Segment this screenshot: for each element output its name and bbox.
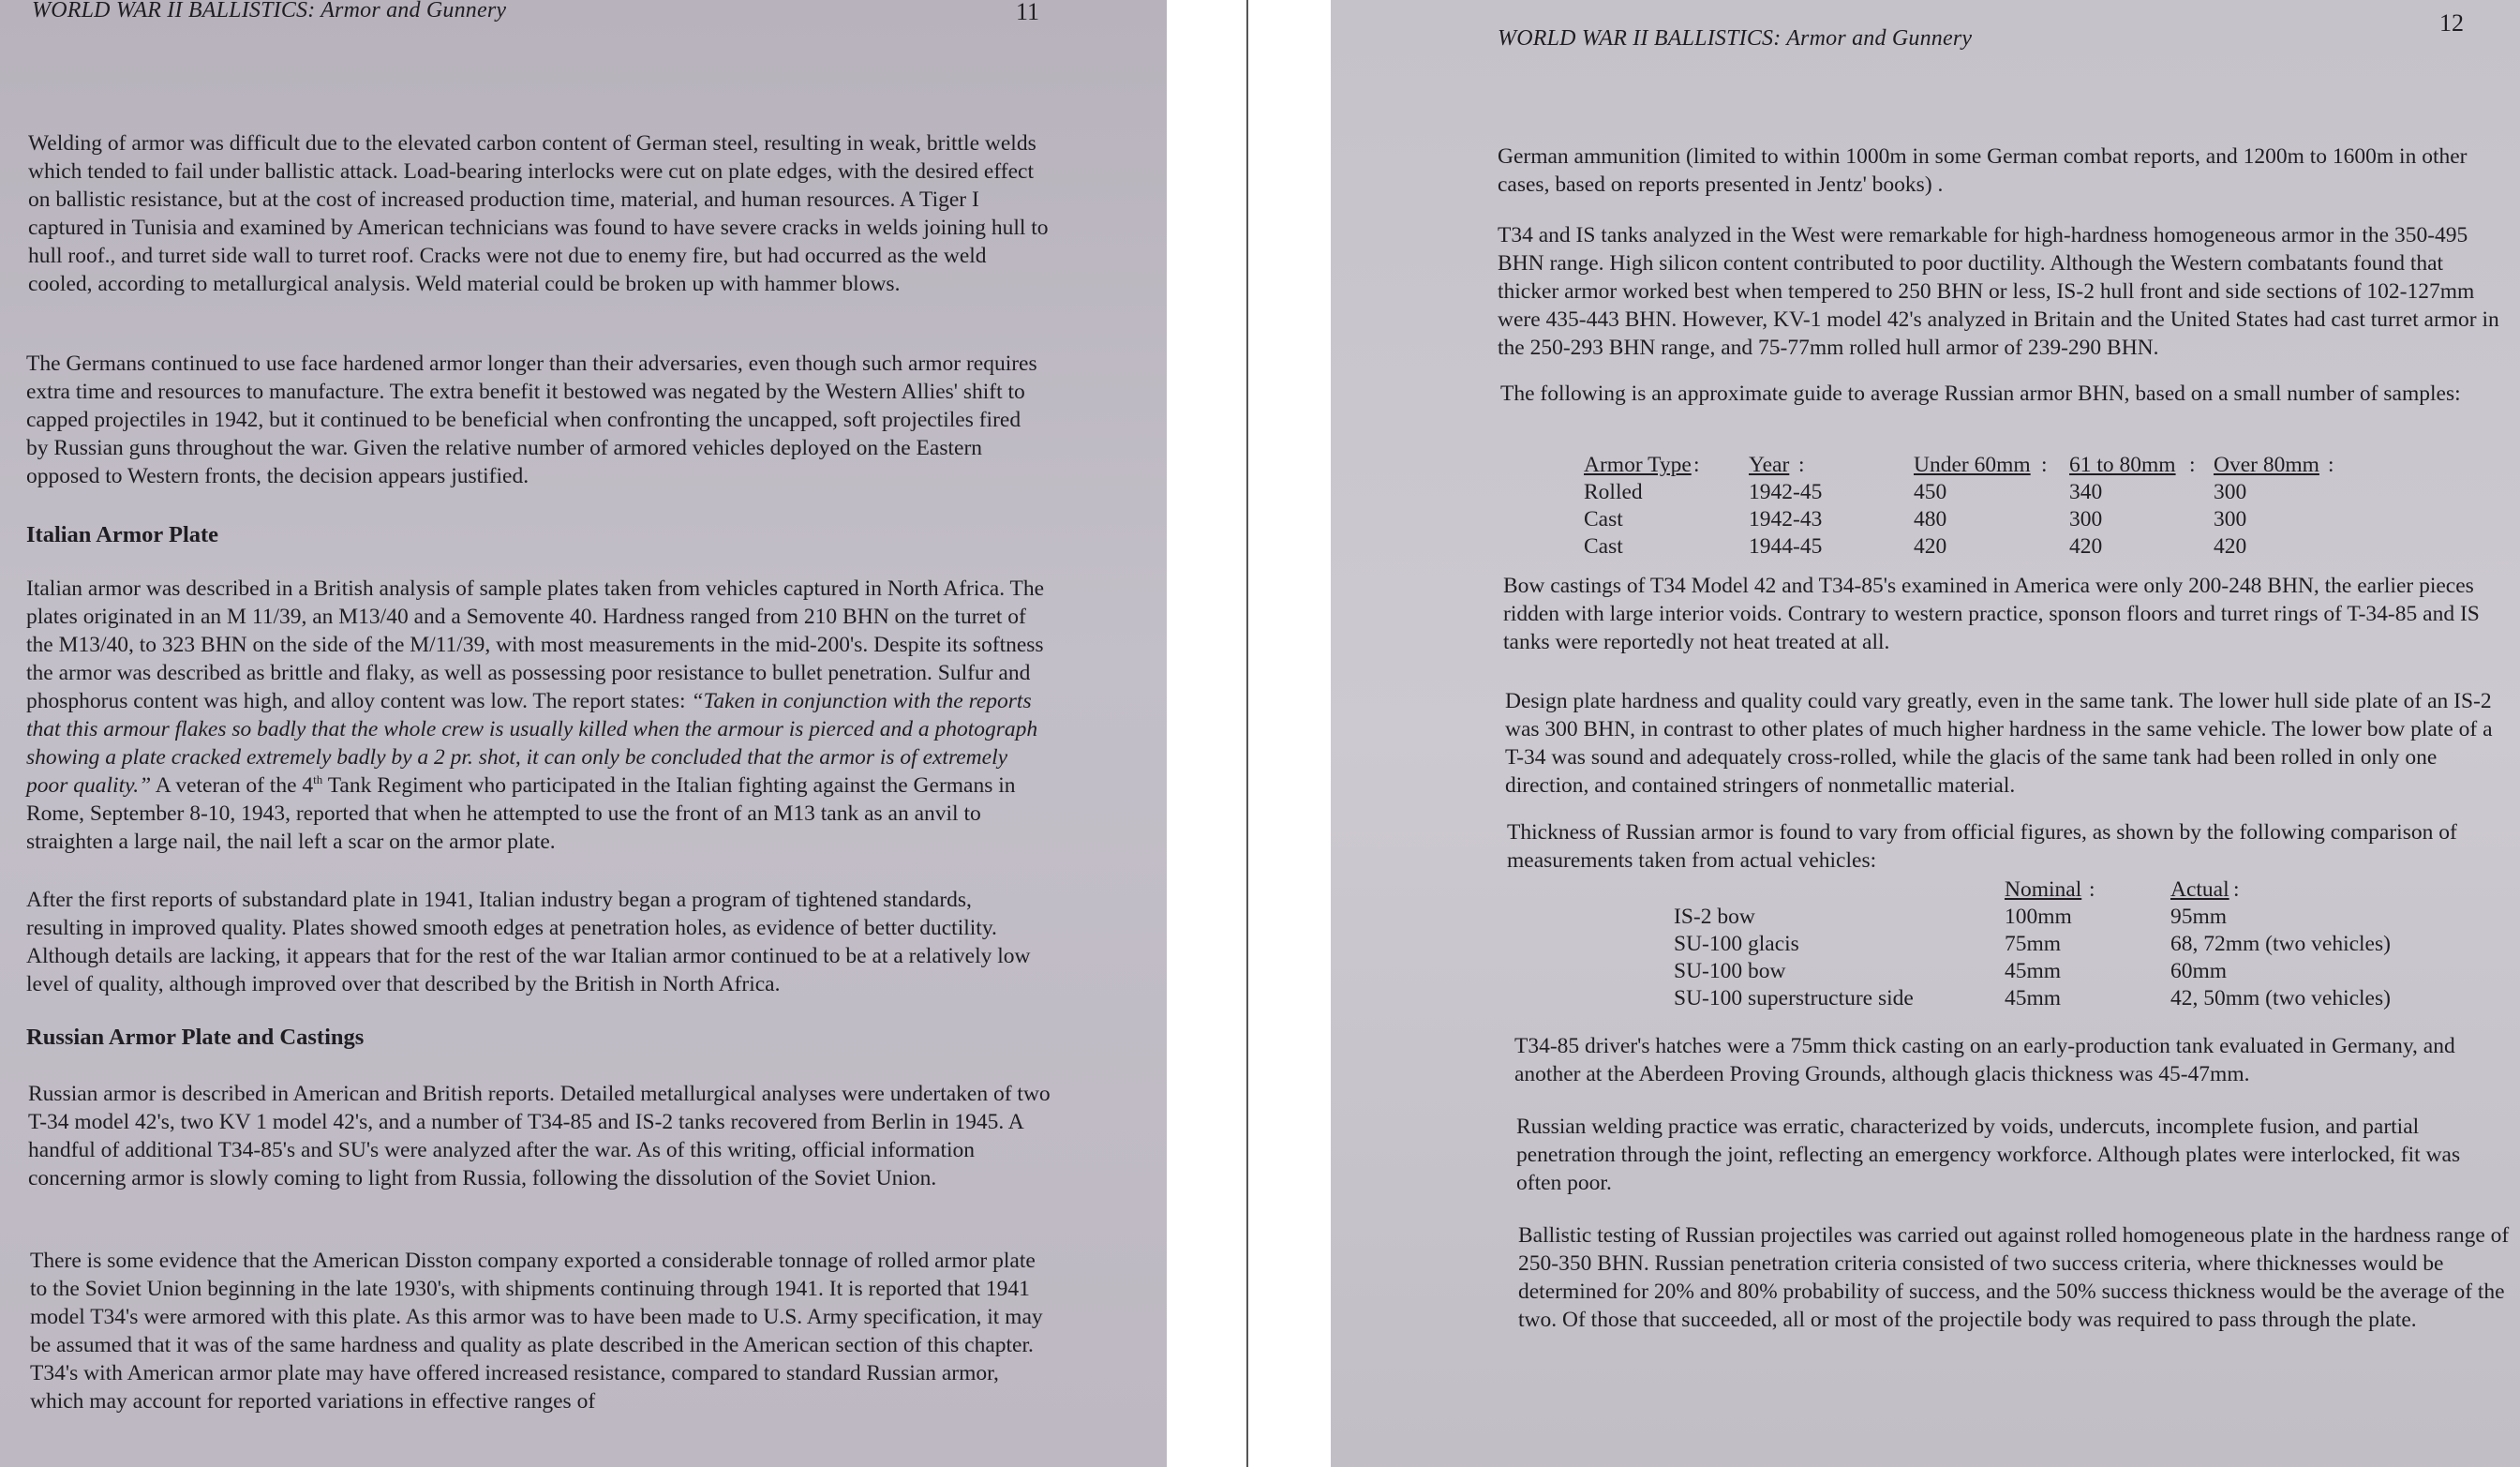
column-header: 61 to 80mm <box>2069 453 2176 477</box>
table-cell: Rolled <box>1584 480 1643 504</box>
running-head: WORLD WAR II BALLISTICS: Armor and Gunnery <box>1498 26 1973 51</box>
paragraph: Ballistic testing of Russian projectiles was carried out against rolled homogeneous plate in the hardness range of 250-350 BHN. Russian penetration criteria consisted of two success criteria, where thicknesses would be determined for 20% and 80% probability of success, and the 50% success thickness would be the average of the two. Of those that succeeded, all or most of the projectile body was required to pass through the plate. <box>1518 1223 2510 1332</box>
section-heading: Russian Armor Plate and Castings <box>26 1025 365 1050</box>
table-row <box>1674 931 2391 958</box>
table-row <box>1584 533 2334 561</box>
paragraph: German ammunition (limited to within 1000m in some German combat reports, and 1200m to 1600m in other cases, based on reports presented in Jentz' books) . <box>1498 144 2468 197</box>
paragraph: Thickness of Russian armor is found to vary from official figures, as shown by the following comparison of measurements taken from actual vehicles: <box>1507 820 2457 873</box>
table-row <box>1584 479 2334 506</box>
gutter-divider <box>1246 0 1248 1467</box>
table-cell: 1944-45 <box>1749 534 1823 559</box>
table-cell: 450 <box>1914 480 1947 504</box>
table-row <box>1674 985 2391 1012</box>
ordinal-suffix: th <box>313 772 323 787</box>
paragraph: Bow castings of T34 Model 42 and T34-85's examined in America were only 200-248 BHN, the earlier pieces ridden with large interior voids. Contrary to western practice, sponson floors and turret rings of T-34-85 and IS tanks were reportedly not heat treated at all. <box>1503 574 2480 654</box>
table-cell: 1942-43 <box>1749 507 1823 531</box>
bhn-table <box>1584 452 2334 561</box>
table-cell: 45mm <box>2005 959 2062 983</box>
table-cell: 300 <box>2214 507 2247 531</box>
column-header: Armor Type <box>1584 453 1692 477</box>
paragraph: The Germans continued to use face hardened armor longer than their adversaries, even though such armor requires extra time and resources to manufacture. The extra benefit it bestowed was negated by the Western Allies' shift to capped projectiles in 1942, but it continued to be beneficial when confronting the uncapped, soft projectiles fired by Russian guns throughout the war. Given the relative number of armored vehicles deployed on the Eastern opposed to Western fronts, the decision appears justified. <box>26 352 1037 488</box>
table-cell: 1942-45 <box>1749 480 1823 504</box>
column-header: Actual <box>2170 877 2229 902</box>
column-header: Under 60mm <box>1914 453 2031 477</box>
paragraph: Russian welding practice was erratic, characterized by voids, undercuts, incomplete fusion, and partial penetration through the joint, reflecting an emergency workforce. Although plates were interlocked, fit was often poor. <box>1516 1115 2461 1195</box>
table-row <box>1674 904 2349 931</box>
table-cell: SU-100 superstructure side <box>1674 986 1914 1010</box>
table-cell: 75mm <box>2005 932 2062 956</box>
paragraph: After the first reports of substandard plate in 1941, Italian industry began a program of tightened standards, resulting in improved quality. Plates showed smooth edges at penetration holes, as evidence of better ductility. Although details are lacking, it appears that for the rest of the war Italian armor continued to be at a relatively low level of quality, although improved over that described by the British in North Africa. <box>26 888 1031 996</box>
paragraph: Welding of armor was difficult due to the elevated carbon content of German steel, resulting in weak, brittle welds which tended to fail under ballistic attack. Load-bearing interlocks were cut on plate edges, with the desired effect on ballistic resistance, but at the cost of increased production time, material, and human resources. A Tiger I captured in Tunisia and examined by American technicians was found to have severe cracks in welds joining hull to hull roof., and turret side wall to turret roof. Cracks were not due to enemy fire, but had occurred as the weld cooled, according to metallurgical analysis. Weld material could be broken up with hammer blows. <box>28 131 1049 296</box>
table-cell: 340 <box>2069 480 2103 504</box>
table-cell: 100mm <box>2005 905 2072 929</box>
column-header: Year <box>1749 453 1790 477</box>
table-cell: 42, 50mm (two vehicles) <box>2170 986 2391 1010</box>
paragraph: Design plate hardness and quality could vary greatly, even in the same tank. The lower hull side plate of an IS-2 was 300 BHN, in contrast to other plates of much higher hardness in the same vehicle. The lower bow plate of a T-34 was sound and adequately cross-rolled, while the glacis of the same tank had been rolled in only one direction, and contained stringers of nonmetallic material. <box>1505 689 2493 798</box>
table-cell: 480 <box>1914 507 1947 531</box>
gutter <box>1167 0 1331 1467</box>
right-page <box>1331 0 2520 1467</box>
table-cell: 300 <box>2214 480 2247 504</box>
table-cell: 68, 72mm (two vehicles) <box>2170 932 2391 956</box>
table-cell: Cast <box>1584 507 1623 531</box>
table-cell: SU-100 bow <box>1674 959 1786 983</box>
page-number: 11 <box>1016 0 1040 25</box>
table-cell: 420 <box>1914 534 1947 559</box>
paragraph <box>26 575 1053 856</box>
table-cell: 45mm <box>2005 986 2062 1010</box>
table-cell: Cast <box>1584 534 1623 559</box>
column-header: Over 80mm <box>2214 453 2319 477</box>
section-heading: Italian Armor Plate <box>26 522 219 547</box>
table-cell: 420 <box>2214 534 2247 559</box>
column-header: Nominal <box>2005 877 2082 902</box>
table-header: Nominal : Actual : <box>2005 877 2240 902</box>
table-cell: 60mm <box>2170 959 2228 983</box>
table-cell: SU-100 glacis <box>1674 932 1799 956</box>
paragraph: T34-85 driver's hatches were a 75mm thick casting on an early-production tank evaluated in Germany, and another at the Aberdeen Proving Grounds, although glacis thickness was 45-47mm. <box>1514 1034 2455 1086</box>
table-cell: IS-2 bow <box>1674 905 1755 929</box>
paragraph-text: Tank Regiment who participated in the Italian fighting against the Germans in Rome, September 8-10, 1943, reported that when he attempted to use the front of an M13 tank as an anvil to straighten a large nail, the nail left a scar on the armor plate. <box>26 773 1016 854</box>
paragraph: There is some evidence that the American Disston company exported a considerable tonnage of rolled armor plate to the Soviet Union beginning in the late 1930's, with shipments continuing through 1941. It is reported that 1941 model T34's were armored with this plate. As this armor was to have been made to U.S. Army specification, it may be assumed that it was of the same hardness and quality as plate described in the American section of this chapter. T34's with American armor plate may have offered increased resistance, compared to standard Russian armor, which may account for reported variations in effective ranges of <box>30 1249 1043 1414</box>
table-cell: 420 <box>2069 534 2103 559</box>
paragraph-text: Italian armor was described in a British analysis of sample plates taken from vehicles captured in North Africa. The plates originated in an M 11/39, an M13/40 and a Semovente 40. Hardness ranged from 210 BHN on the turret of the M13/40, to 323 BHN on the side of the M/11/39, with most measurements in the mid-200's. Despite its softness the armor was described as brittle and flaky, as well as possessing poor resistance to bullet penetration. Sulfur and phosphorus content was high, and alloy content was low. The report states: <box>26 576 1045 713</box>
paragraph: Russian armor is described in American and British reports. Detailed metallurgical analyses were undertaken of two T-34 model 42's, two KV 1 model 42's, and a number of T34-85 and IS-2 tanks recovered from Berlin in 1945. A handful of additional T34-85's and SU's were analyzed after the war. As of this writing, official information concerning armor is slowly coming to light from Russia, following the dissolution of the Soviet Union. <box>28 1082 1051 1190</box>
table-cell: 95mm <box>2170 905 2228 929</box>
table-row <box>1584 506 2334 533</box>
page-number: 12 <box>2439 9 2464 37</box>
left-page <box>0 0 1167 1467</box>
thickness-table <box>1674 876 2391 1012</box>
table-row <box>1674 958 2349 985</box>
quotation: “Taken in conjunction with the reports that this armour flakes so badly that the whole crew is usually killed when the armour is pierced and a photograph showing a plate cracked extremely badly by a 2 pr. shot, it can only be concluded that the armor is of extremely poor quality.” <box>26 689 1038 798</box>
paragraph-text: A veteran of the 4 <box>151 773 314 798</box>
running-head: WORLD WAR II BALLISTICS: Armor and Gunnery <box>32 0 507 22</box>
paragraph: T34 and IS tanks analyzed in the West were remarkable for high-hardness homogeneous armor in the 350-495 BHN range. High silicon content contributed to poor ductility. Although the Western combatants found that thicker armor worked best when tempered to 250 BHN or less, IS-2 hull front and side sections of 102-127mm were 435-443 BHN. However, KV-1 model 42's analyzed in Britain and the United States had cast turret armor in the 250-293 BHN range, and 75-77mm rolled hull armor of 239-290 BHN. <box>1498 223 2499 360</box>
table-header: Armor Type : Year : Under 60mm : 61 to 80mm : Over 80mm : <box>1584 453 2334 477</box>
paragraph: The following is an approximate guide to average Russian armor BHN, based on a small number of samples: <box>1500 382 2461 406</box>
table-cell: 300 <box>2069 507 2103 531</box>
